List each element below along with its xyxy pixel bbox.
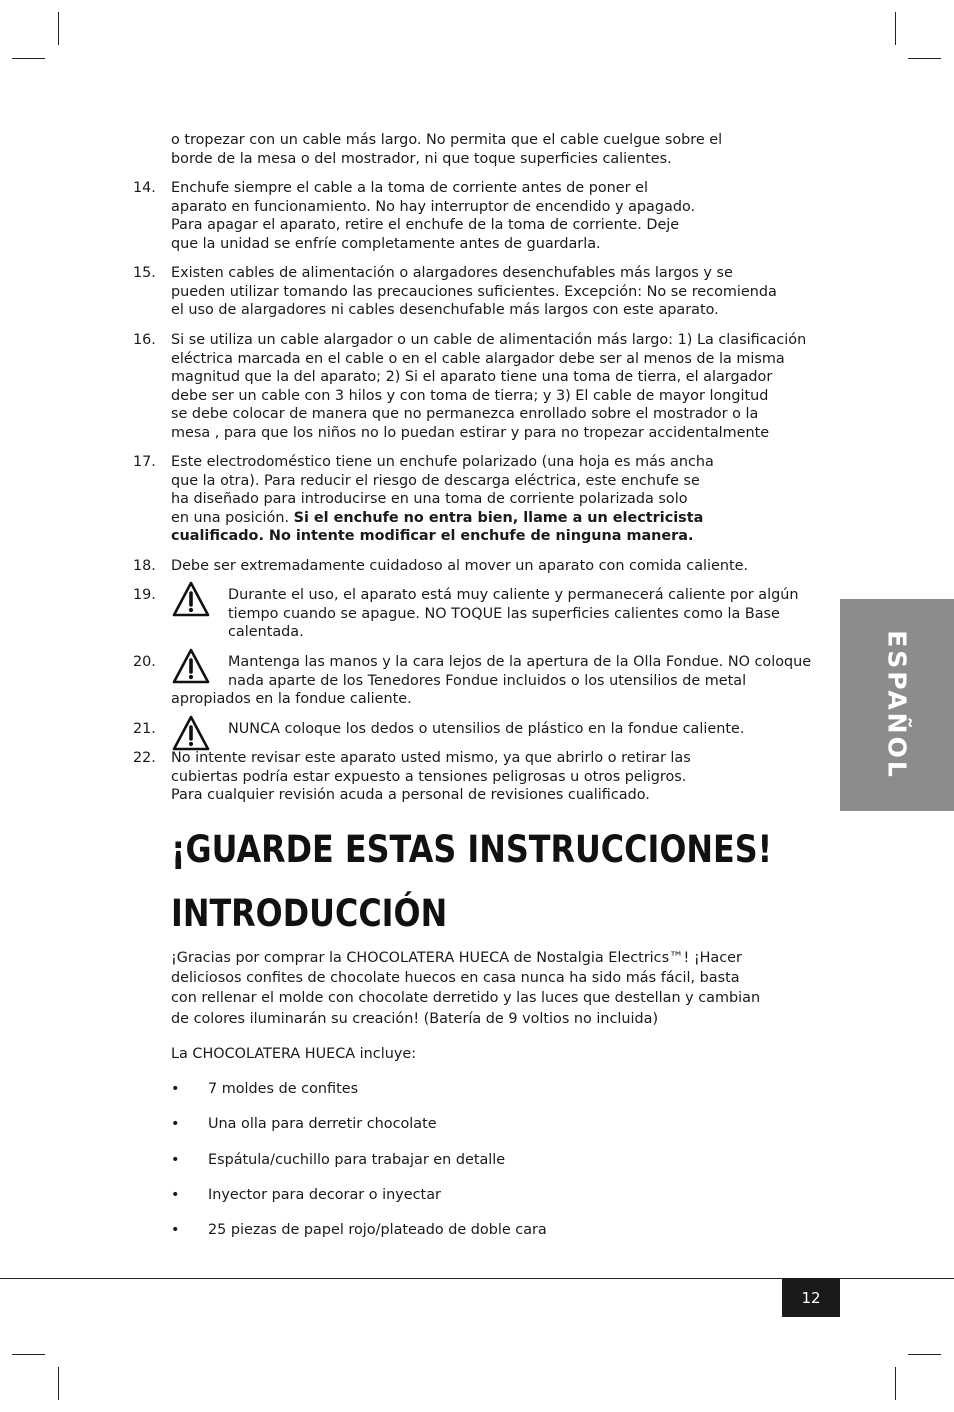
item-13-continuation [133, 131, 813, 168]
crop-mark [58, 12, 59, 45]
crop-mark [895, 12, 896, 45]
includes-label: La CHOCOLATERA HUECA incluye: [171, 1046, 417, 1062]
text-line: se debe colocar de manera que no permanezca enrollado sobre el mostrador o la [171, 406, 759, 423]
list-item [171, 1079, 358, 1099]
item-number: 22. [133, 750, 156, 766]
text-plain: en una posición. [171, 509, 294, 526]
text-line: que la otra). Para reducir el riesgo de descarga eléctrica, este enchufe se [171, 472, 700, 489]
item-number: 20. [133, 654, 156, 670]
text-line: tiempo cuando se apague. NO TOQUE las superficies calientes como la Base [228, 605, 780, 622]
bullet-icon: • [171, 1187, 180, 1203]
text-line: Enchufe siempre el cable a la toma de corriente antes de poner el [171, 180, 648, 196]
item-number: 16. [133, 332, 156, 348]
text-line: calentada. [228, 624, 304, 641]
text-line: debe ser un cable con 3 hilos y con toma de tierra; y 3) El cable de mayor longitud [171, 387, 769, 404]
list-item-21 [133, 720, 813, 739]
crop-mark [895, 1367, 896, 1400]
list-item-18 [133, 557, 813, 576]
crop-mark [58, 1367, 59, 1400]
text-line: magnitud que la del aparato; 2) Si el aparato tiene una toma de tierra, el alargador [171, 369, 773, 386]
bullet-icon: • [171, 1152, 180, 1168]
bullet-text: 25 piezas de papel rojo/plateado de doble cara [208, 1222, 547, 1238]
text-line: nada aparte de los Tenedores Fondue incluidos o los utensilios de metal [228, 672, 747, 689]
text-line: No intente revisar este aparato usted mismo, ya que abrirlo o retirar las [171, 750, 691, 766]
bullet-text: 7 moldes de confites [208, 1081, 359, 1097]
bullet-icon: • [171, 1081, 180, 1097]
bullet-text: Una olla para derretir chocolate [208, 1116, 437, 1132]
text-line [171, 509, 813, 528]
text-line: Durante el uso, el aparato está muy caliente y permanecerá caliente por algún [228, 587, 799, 603]
text-line: eléctrica marcada en el cable o en el cable alargador debe ser al menos de la misma [171, 350, 785, 367]
text-line: Existen cables de alimentación o alargadores desenchufables más largos y se [171, 265, 733, 281]
language-label: ESPAÑOL [882, 630, 912, 780]
crop-mark [12, 58, 45, 59]
item-number: 17. [133, 454, 156, 470]
text-line: ¡Gracias por comprar la CHOCOLATERA HUECA de Nostalgia Electrics™! ¡Hacer [171, 950, 742, 966]
text-line: que la unidad se enfríe completamente antes de guardarla. [171, 235, 601, 252]
list-item-20 [133, 653, 813, 709]
bullet-text: Espátula/cuchillo para trabajar en detalle [208, 1152, 506, 1168]
text-line: borde de la mesa o del mostrador, ni que toque superficies calientes. [171, 150, 672, 167]
text-line: cubiertas podría estar expuesto a tensiones peligrosas u otros peligros. [171, 768, 687, 785]
text-line: ha diseñado para introducirse en una toma de corriente polarizada solo [171, 491, 688, 508]
crop-mark [908, 1354, 941, 1355]
list-item-17 [133, 453, 813, 546]
text-line: Debe ser extremadamente cuidadoso al mover un aparato con comida caliente. [171, 558, 749, 574]
crop-mark [908, 58, 941, 59]
text-line: de colores iluminarán su creación! (Batería de 9 voltios no incluida) [171, 1010, 659, 1027]
save-instructions-heading: ¡GUARDE ESTAS INSTRUCCIONES! [171, 828, 773, 871]
text-line: o tropezar con un cable más largo. No permita que el cable cuelgue sobre el [171, 132, 723, 148]
language-side-tab [840, 599, 954, 811]
warning-triangle-icon [171, 647, 211, 685]
text-line: Si se utiliza un cable alargador o un cable de alimentación más largo: 1) La clasificación [171, 332, 807, 348]
text-line: Mantenga las manos y la cara lejos de la apertura de la Olla Fondue. NO coloque [228, 654, 812, 670]
text-line: pueden utilizar tomando las precauciones suficientes. Excepción: No se recomienda [171, 283, 777, 300]
crop-mark [12, 1354, 45, 1355]
item-number: 21. [133, 721, 156, 737]
list-item [171, 1114, 437, 1134]
item-number: 15. [133, 265, 156, 281]
item-number: 18. [133, 558, 156, 574]
text-line: deliciosos confites de chocolate huecos en casa nunca ha sido más fácil, basta [171, 970, 740, 987]
introduction-heading: INTRODUCCIÓN [171, 892, 448, 935]
bullet-icon: • [171, 1222, 180, 1238]
text-line: NUNCA coloque los dedos o utensilios de plástico en la fondue caliente. [228, 721, 745, 737]
text-line: aparato en funcionamiento. No hay interruptor de encendido y apagado. [171, 198, 696, 215]
list-item-19 [133, 586, 813, 642]
text-line: Para apagar el aparato, retire el enchufe de la toma de corriente. Deje [171, 217, 680, 234]
warning-triangle-icon [171, 580, 211, 618]
list-item [171, 1150, 505, 1170]
bullet-text: Inyector para decorar o inyectar [208, 1187, 441, 1203]
intro-paragraph [171, 948, 811, 1029]
list-item-15 [133, 264, 813, 320]
list-item-22 [133, 749, 813, 805]
list-item-14 [133, 179, 813, 253]
text-line: apropiados en la fondue caliente. [171, 691, 412, 708]
list-item [171, 1185, 441, 1205]
list-item-16 [133, 331, 813, 443]
list-item [171, 1220, 547, 1240]
text-line: Este electrodoméstico tiene un enchufe polarizado (una hoja es más ancha [171, 454, 714, 470]
warning-bold-text: cualificado. No intente modificar el enchufe de ninguna manera. [171, 528, 694, 545]
text-line: mesa , para que los niños no lo puedan estirar y para no tropezar accidentalmente [171, 424, 770, 441]
text-line [171, 527, 813, 546]
text-line: el uso de alargadores ni cables desenchufable más largos con este aparato. [171, 302, 719, 319]
item-number: 19. [133, 587, 156, 603]
text-line: con rellenar el molde con chocolate derretido y las luces que destellan y cambian [171, 990, 761, 1007]
bullet-icon: • [171, 1116, 180, 1132]
text-line: Para cualquier revisión acuda a personal de revisiones cualificado. [171, 787, 650, 804]
item-number: 14. [133, 180, 156, 196]
warning-triangle-icon [171, 714, 211, 752]
page-number: 12 [782, 1278, 840, 1317]
warning-bold-text: Si el enchufe no entra bien, llame a un electricista [293, 509, 704, 526]
